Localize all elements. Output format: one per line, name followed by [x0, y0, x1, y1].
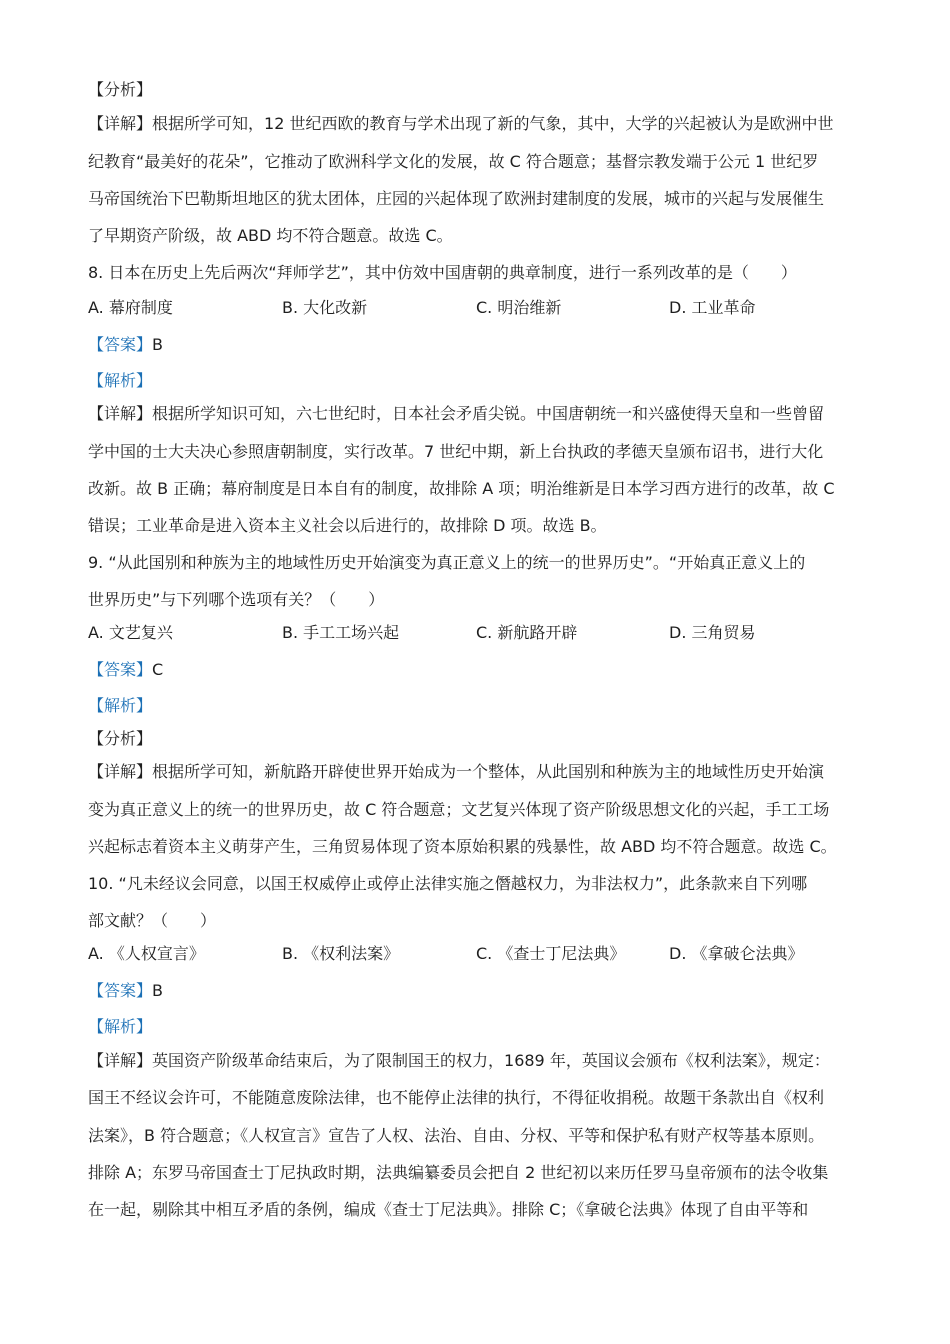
question-9-option-a: A. 文艺复兴 [88, 623, 173, 642]
question-9-option-d: D. 三角贸易 [669, 623, 756, 642]
analysis-heading: 【分析】 [88, 80, 153, 99]
detail-paragraph-line: 国王不经议会许可，不能随意废除法律，也不能停止法律的执行，不得征收捐税。故题干条款出自《权利 [88, 1088, 825, 1107]
detail-paragraph-line: 【详解】根据所学可知，12 世纪西欧的教育与学术出现了新的气象，其中，大学的兴起被认为是欧洲中世 [88, 114, 834, 133]
question-9-option-b: B. 手工工场兴起 [282, 623, 400, 642]
detail-paragraph-line: 【详解】英国资产阶级革命结束后，为了限制国王的权力，1689 年，英国议会颁布《权利法案》，规定： [88, 1051, 830, 1070]
question-8-stem: 8. 日本在历史上先后两次“拜师学艺”，其中仿效中国唐朝的典章制度，进行一系列改革的是（ ） [88, 263, 797, 282]
question-10-answer: 【答案】B [88, 981, 163, 1000]
question-9-explain-heading: 【解析】 [88, 696, 153, 715]
question-10-option-d: D. 《拿破仑法典》 [669, 944, 804, 963]
detail-paragraph-line: 排除 A；东罗马帝国查士丁尼执政时期，法典编纂委员会把自 2 世纪初以来历任罗马皇帝颁布的法令收集 [88, 1163, 829, 1182]
detail-paragraph-line: 纪教育“最美好的花朵”，它推动了欧洲科学文化的发展，故 C 符合题意；基督宗教发端于公元 1 世纪罗 [88, 152, 819, 171]
question-10-option-b: B. 《权利法案》 [282, 944, 400, 963]
question-8-explain-heading: 【解析】 [88, 371, 153, 390]
detail-paragraph-line: 马帝国统治下巴勒斯坦地区的犹太团体，庄园的兴起体现了欧洲封建制度的发展，城市的兴起与发展催生 [88, 189, 825, 208]
detail-paragraph-line: 法案》，B 符合题意；《人权宣言》宣告了人权、法治、自由、分权、平等和保护私有财产权等基本原则。 [88, 1126, 825, 1145]
question-10-stem: 部文献？（ ） [88, 911, 217, 930]
question-9-stem: 世界历史”与下列哪个选项有关？（ ） [88, 590, 385, 609]
detail-paragraph-line: 学中国的士大夫决心参照唐朝制度，实行改革。7 世纪中期，新上台执政的孝德天皇颁布诏书，进行大化 [88, 442, 824, 461]
question-8-option-c: C. 明治维新 [476, 298, 562, 317]
detail-paragraph-line: 改新。故 B 正确；幕府制度是日本自有的制度，故排除 A 项；明治维新是日本学习西方进行的改革，故 C [88, 479, 835, 498]
analysis-heading: 【分析】 [88, 729, 153, 748]
detail-paragraph-line: 了早期资产阶级，故 ABD 均不符合题意。故选 C。 [88, 226, 453, 245]
question-9-answer: 【答案】C [88, 660, 164, 679]
detail-paragraph-line: 在一起，剔除其中相互矛盾的条例，编成《查士丁尼法典》。排除 C；《拿破仑法典》体现了自由平等和 [88, 1200, 809, 1219]
detail-paragraph-line: 【详解】根据所学知识可知，六七世纪时，日本社会矛盾尖锐。中国唐朝统一和兴盛使得天皇和一些曾留 [88, 404, 825, 423]
question-10-explain-heading: 【解析】 [88, 1017, 153, 1036]
detail-paragraph-line: 变为真正意义上的统一的世界历史，故 C 符合题意；文艺复兴体现了资产阶级思想文化的兴起，手工工场 [88, 800, 830, 819]
question-8-option-d: D. 工业革命 [669, 298, 756, 317]
question-10-option-a: A. 《人权宣言》 [88, 944, 205, 963]
question-8-option-a: A. 幕府制度 [88, 298, 173, 317]
question-9-option-c: C. 新航路开辟 [476, 623, 578, 642]
detail-paragraph-line: 错误；工业革命是进入资本主义社会以后进行的，故排除 D 项。故选 B。 [88, 516, 607, 535]
question-8-option-b: B. 大化改新 [282, 298, 368, 317]
detail-paragraph-line: 【详解】根据所学可知，新航路开辟使世界开始成为一个整体，从此国别和种族为主的地域性历史开始演 [88, 762, 825, 781]
question-10-option-c: C. 《查士丁尼法典》 [476, 944, 626, 963]
question-8-answer: 【答案】B [88, 335, 163, 354]
detail-paragraph-line: 兴起标志着资本主义萌芽产生，三角贸易体现了资本原始积累的残暴性，故 ABD 均不符合题意。故选 C。 [88, 837, 837, 856]
question-10-stem: 10. “凡未经议会同意，以国王权威停止或停止法律实施之僭越权力，为非法权力”，此条款来自下列哪 [88, 874, 808, 893]
question-9-stem: 9. “从此国别和种族为主的地域性历史开始演变为真正意义上的统一的世界历史”。“开始真正意义上的 [88, 553, 806, 572]
